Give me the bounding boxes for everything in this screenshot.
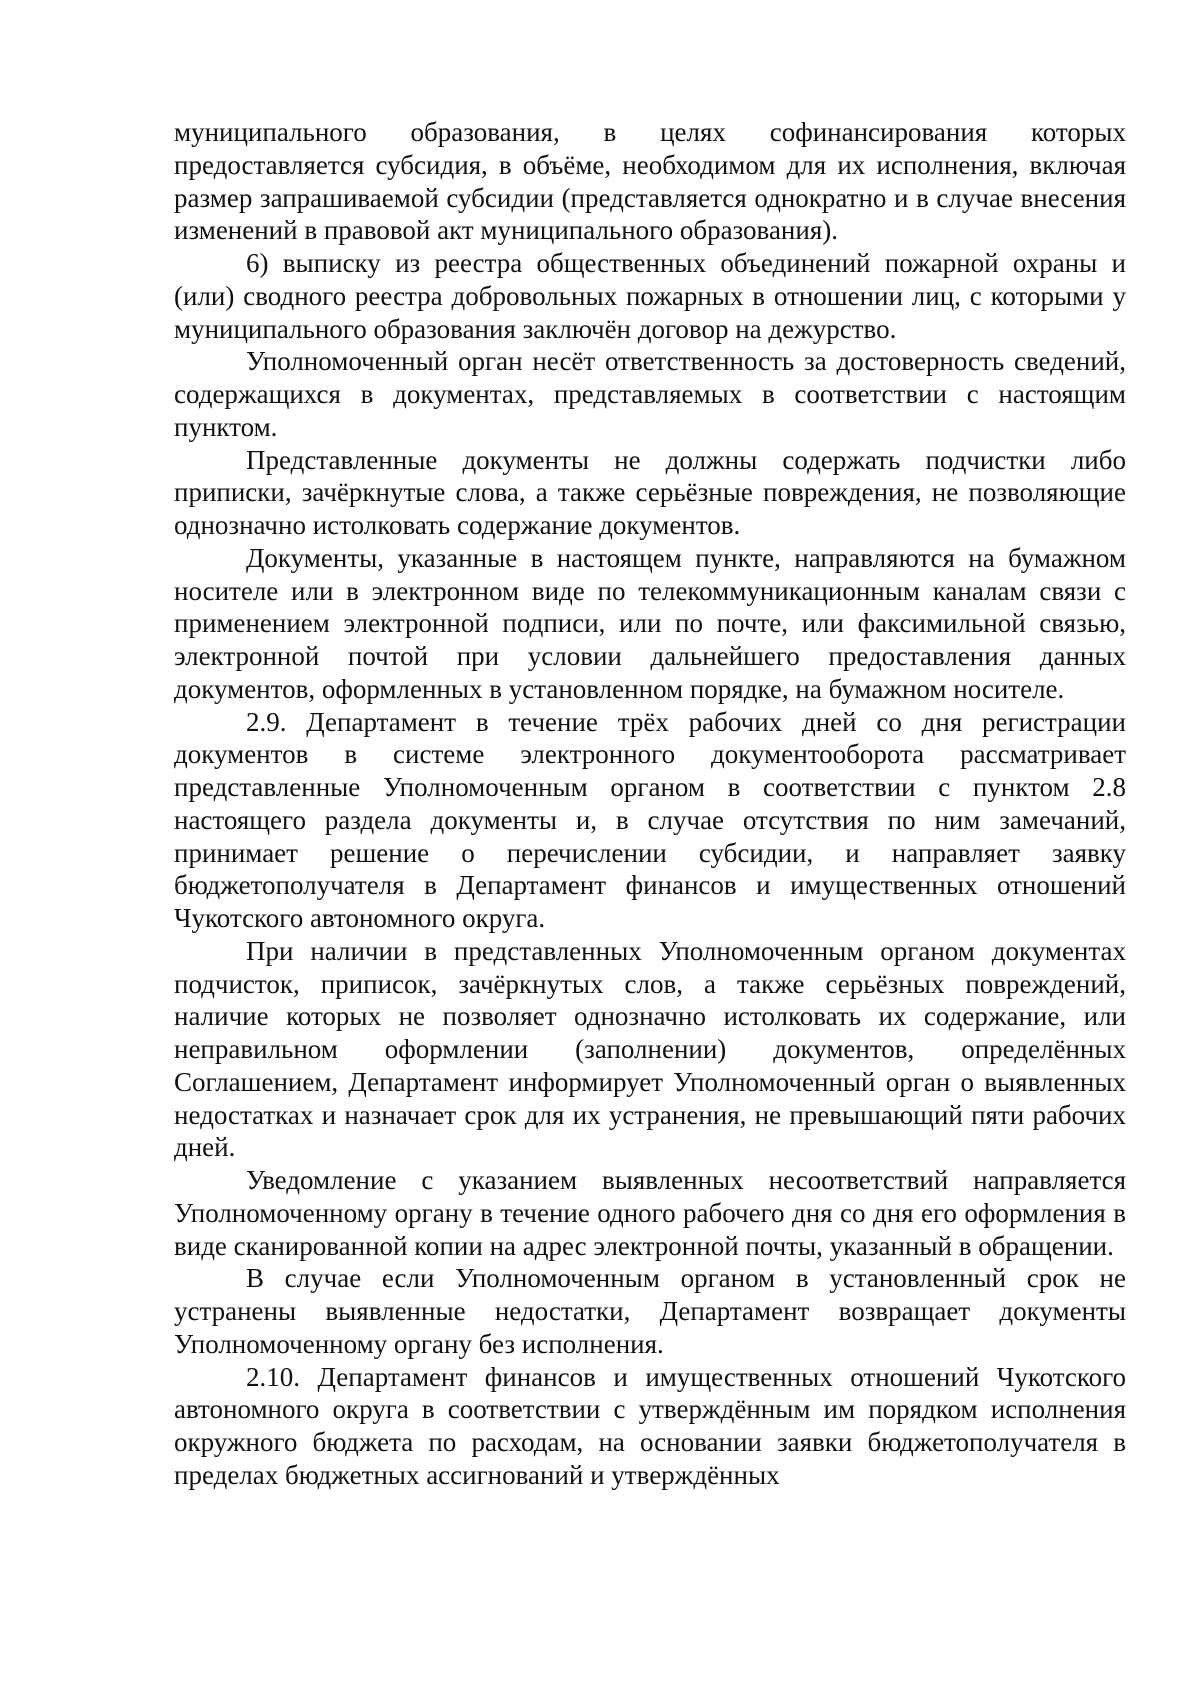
paragraph-deficiencies: При наличии в представленных Уполномоченным органом документах подчисток, приписок, зачёркнутых слов, а также серьёзных повреждений, наличие которых не позволяет однозначно истолковать их содержание, или неправильном оформлении (заполнении) документов, определённых Соглашением, Департамент информирует Уполномоченный орган о выявленных недостатках и назначает срок для их устранения, не превышающий пяти рабочих дней.	[174, 935, 1126, 1163]
document-text-body	[174, 116, 1126, 1492]
paragraph-submission-methods: Документы, указанные в настоящем пункте, направляются на бумажном носителе или в электронном виде по телекоммуникационным каналам связи с применением электронной подписи, или по почте, или факсимильной связью, электронной почтой при условии дальнейшего предоставления данных документов, оформленных в установленном порядке, на бумажном носителе.	[174, 542, 1126, 704]
paragraph-document-requirements: Представленные документы не должны содержать подчистки либо приписки, зачёркнутые слова, а также серьёзные повреждения, не позволяющие однозначно истолковать содержание документов.	[174, 444, 1126, 540]
paragraph-municipal-obligations: муниципального образования, в целях софинансирования которых предоставляется субсидия, в объёме, необходимом для их исполнения, включая размер запрашиваемой субсидии (представляется однократно и в случае внесения изменений в правовой акт муниципального образования).	[174, 117, 1126, 246]
paragraph-section-2-10: 2.10. Департамент финансов и имущественных отношений Чукотского автономного округа в соответствии с утверждённым им порядком исполнения окружного бюджета по расходам, на основании заявки бюджетополучателя в пределах бюджетных ассигнований и утверждённых	[174, 1361, 1126, 1490]
paragraph-notification: Уведомление с указанием выявленных несоответствий направляется Уполномоченному органу в течение одного рабочего дня со дня его оформления в виде сканированной копии на адрес электронной почты, указанный в обращении.	[174, 1165, 1126, 1261]
paragraph-item-6-fire-registry: 6) выписку из реестра общественных объединений пожарной охраны и (или) сводного реестра добровольных пожарных в отношении лиц, с которыми у муниципального образования заключён договор на дежурство.	[174, 248, 1126, 344]
paragraph-return-documents: В случае если Уполномоченным органом в установленный срок не устранены выявленные недостатки, Департамент возвращает документы Уполномоченному органу без исполнения.	[174, 1263, 1126, 1359]
paragraph-section-2-9: 2.9. Департамент в течение трёх рабочих дней со дня регистрации документов в системе электронного документооборота рассматривает представленные Уполномоченным органом в соответствии с пунктом 2.8 настоящего раздела документы и, в случае отсутствия по ним замечаний, принимает решение о перечислении субсидии, и направляет заявку бюджетополучателя в Департамент финансов и имущественных отношений Чукотского автономного округа.	[174, 706, 1126, 933]
paragraph-responsibility: Уполномоченный орган несёт ответственность за достоверность сведений, содержащихся в документах, представляемых в соответствии с настоящим пунктом.	[174, 346, 1126, 442]
